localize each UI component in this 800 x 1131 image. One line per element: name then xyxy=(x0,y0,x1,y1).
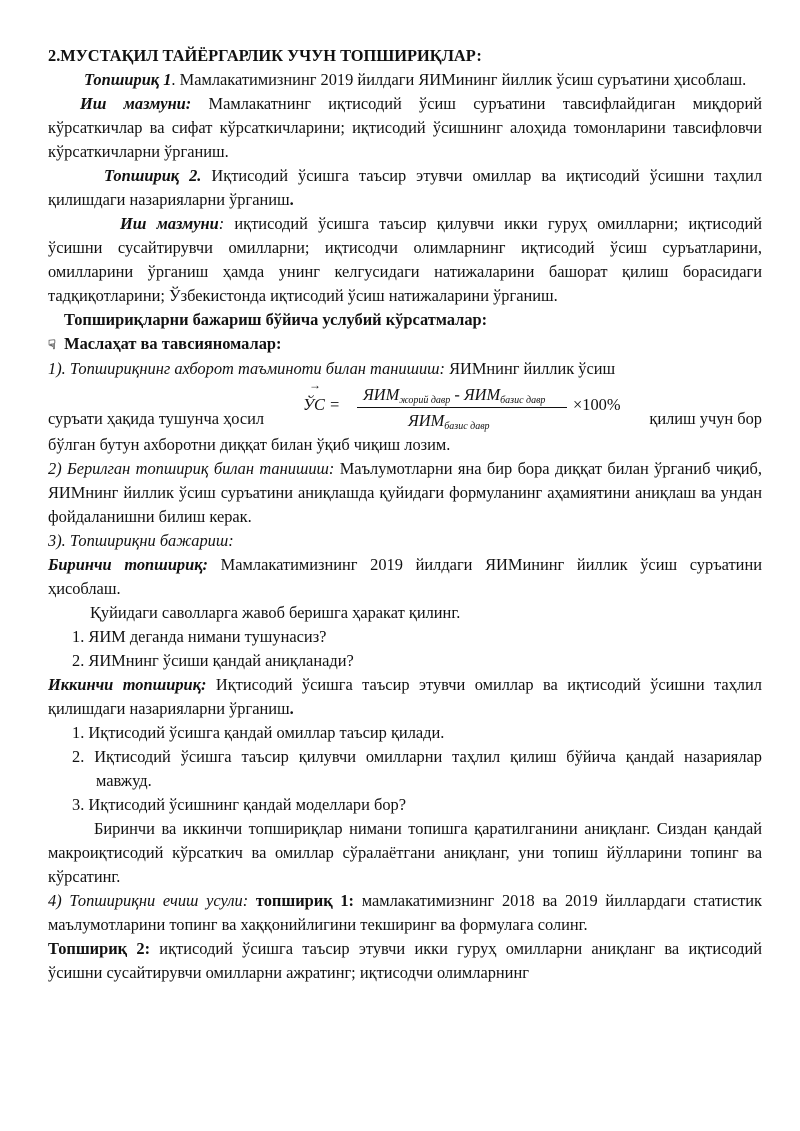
task1-text: . Мамлакатимизнинг 2019 йилдаги ЯИМининг йиллик ўсиш суръатини ҳисоблаш. xyxy=(171,70,747,89)
formula-num-sub2: базис давр xyxy=(500,395,546,406)
fraction-bar xyxy=(357,407,567,408)
second-task-label: Иккинчи топшириқ: xyxy=(48,675,207,694)
advice-title: Маслаҳат ва тавсияномалар: xyxy=(64,334,282,353)
second-question-3: 3. Иқтисодий ўсишнинг қандай моделлари бор? xyxy=(72,795,407,814)
task1-paragraph xyxy=(48,68,762,92)
task2-label: Топшириқ 2. xyxy=(104,166,202,185)
pointing-hand-icon: ☟ xyxy=(48,337,56,352)
task1-label: Топшириқ 1 xyxy=(84,70,172,89)
step1-last-line: бўлган бутун ахборотни диққат билан ўқиб чиқиш лозим. xyxy=(48,435,451,454)
final-paragraph xyxy=(48,937,762,985)
step3-label: 3). Топшириқни бажариш: xyxy=(48,531,234,550)
first-task-text: Мамлакатимизнинг 2019 йилдаги ЯИМининг йиллик ўсиш суръатини ҳисоблаш. xyxy=(48,555,762,598)
second-question-1: 1. Иқтисодий ўсишга қандай омиллар таъсир қилади. xyxy=(72,723,445,742)
guidelines-title: Топшириқларни бажариш бўйича услубий кўрсатмалар: xyxy=(64,310,488,329)
step4-bold: топшириқ 1: xyxy=(248,891,355,910)
first-question-2: 2. ЯИМнинг ўсиши қандай аниқланади? xyxy=(72,651,354,670)
content1-label: Иш мазмуни: xyxy=(80,94,192,113)
step1-text-c: қилиш учун бор xyxy=(649,409,762,428)
second-task-text: Иқтисодий ўсишга таъсир этувчи омиллар ва иқтисодий ўсишни таҳлил қилишдаги назарияларни ўрганиш xyxy=(48,675,762,718)
content2-paragraph xyxy=(48,212,762,308)
section-heading: 2.МУСТАҚИЛ ТАЙЁРГАРЛИК УЧУН ТОПШИРИҚЛАР: xyxy=(48,46,482,65)
formula-num-main2: ЯИМ xyxy=(463,385,501,404)
document-page xyxy=(48,44,762,985)
formula-num-main: ЯИМ xyxy=(363,385,400,404)
task2-text: Иқтисодий ўсишга таъсир этувчи омиллар ва иқтисодий ўсишни таҳлил қилишдаги назарияларни ўрганиш xyxy=(48,166,762,209)
step2-paragraph xyxy=(48,457,762,529)
content2-colon: : xyxy=(218,214,225,233)
step1-first-line xyxy=(48,357,762,381)
formula-block xyxy=(48,378,762,433)
step1-label: 1). Топшириқнинг ахборот таъминоти билан танишиш: xyxy=(48,359,445,378)
step1-text-b: суръати ҳақида тушунча ҳосил xyxy=(48,409,265,428)
step4-paragraph xyxy=(48,889,762,937)
answer-prompt: Қуйидаги саволларга жавоб беришга ҳаракат қилинг. xyxy=(90,603,461,622)
final-bold: Топшириқ 2: xyxy=(48,939,151,958)
formula-num-sub: жорий давр xyxy=(399,395,451,406)
first-task-paragraph xyxy=(48,553,762,601)
formula-lhs: ЎС = xyxy=(303,395,341,414)
formula-den-main: ЯИМ xyxy=(408,411,445,430)
content2-text: иқтисодий ўсишга таъсир қилувчи икки гуруҳ омилларни; иқтисодий ўсишни сусайтирувчи омилларни; иқтисодчи олимларнинг иқтисодий ўсиш суръатларини, омилларини ўрганиш ҳамда унинг келгусидаги натижаларини башорат қилиш борасидаги тадқиқотларини; Ўзбекистонда иқтисодий ўсиш натижаларини ўрганиш. xyxy=(48,214,762,305)
advice-title-line xyxy=(48,332,762,357)
formula-minus: - xyxy=(450,385,464,404)
step4-label: 4) Топшириқни ечиш усули: xyxy=(48,891,249,910)
step4-text: мамлакатимизнинг 2018 ва 2019 йиллардаги статистик маълумотларини топинг ва хаққонийлигини текширинг ва формулага солинг. xyxy=(48,891,763,934)
vector-arrow-icon: → xyxy=(309,378,321,392)
task2-end: . xyxy=(289,190,294,209)
task2-paragraph xyxy=(48,164,762,212)
formula-denominator xyxy=(408,409,490,439)
formula-den-sub: базис давр xyxy=(444,421,490,432)
second-question-2: 2. Иқтисодий ўсишга таъсир қилувчи омилларни таҳлил қилиш бўйича қандай назариялар мавжуд. xyxy=(72,747,762,790)
content1-text: Мамлакатнинг иқтисодий ўсиш суръатини тавсифлайдиган миқдорий кўрсаткичлар ва сифат кўрсаткичларини; иқтисодий ўсишнинг алоҳида томонларини тавсифловчи кўрсаткичларни ўрганиш. xyxy=(48,94,763,161)
first-task-label: Биринчи топшириқ: xyxy=(48,555,209,574)
content2-label: Иш мазмуни xyxy=(120,214,219,233)
first-question-1: 1. ЯИМ деганда нимани тушунасиз? xyxy=(72,627,327,646)
formula-times-100: ×100% xyxy=(573,395,621,414)
step2-label: 2) Берилган топшириқ билан танишиш: xyxy=(48,459,335,478)
content1-paragraph xyxy=(48,92,762,164)
final-text: иқтисодий ўсишга таъсир этувчи икки гуруҳ омилларни аниқланг ва иқтисодий ўсишни сусайтирувчи омилларни ажратинг; иқтисодчи олимларнинг xyxy=(48,939,762,982)
growth-rate-formula xyxy=(303,378,643,432)
summary-paragraph: Биринчи ва иккинчи топшириқлар нимани топишга қаратилганини аниқланг. Сиздан қандай макроиқтисодий кўрсаткич ва омиллар сўралаётгани аниқланг, уни топиш йўлларини топинг ва кўрсатинг. xyxy=(48,819,762,886)
second-task-end: . xyxy=(289,699,294,718)
step2-text: Маълумотларни яна бир бора диққат билан ўрганиб чиқиб, ЯИМнинг йиллик ўсиш суръатини аниқлашда қуйидаги формуланинг аҳамиятини аниқлаш ва ундан фойдаланишни билиш керак. xyxy=(48,459,762,526)
step1-text-a: ЯИМнинг йиллик ўсиш xyxy=(444,359,616,378)
second-task-paragraph xyxy=(48,673,762,721)
